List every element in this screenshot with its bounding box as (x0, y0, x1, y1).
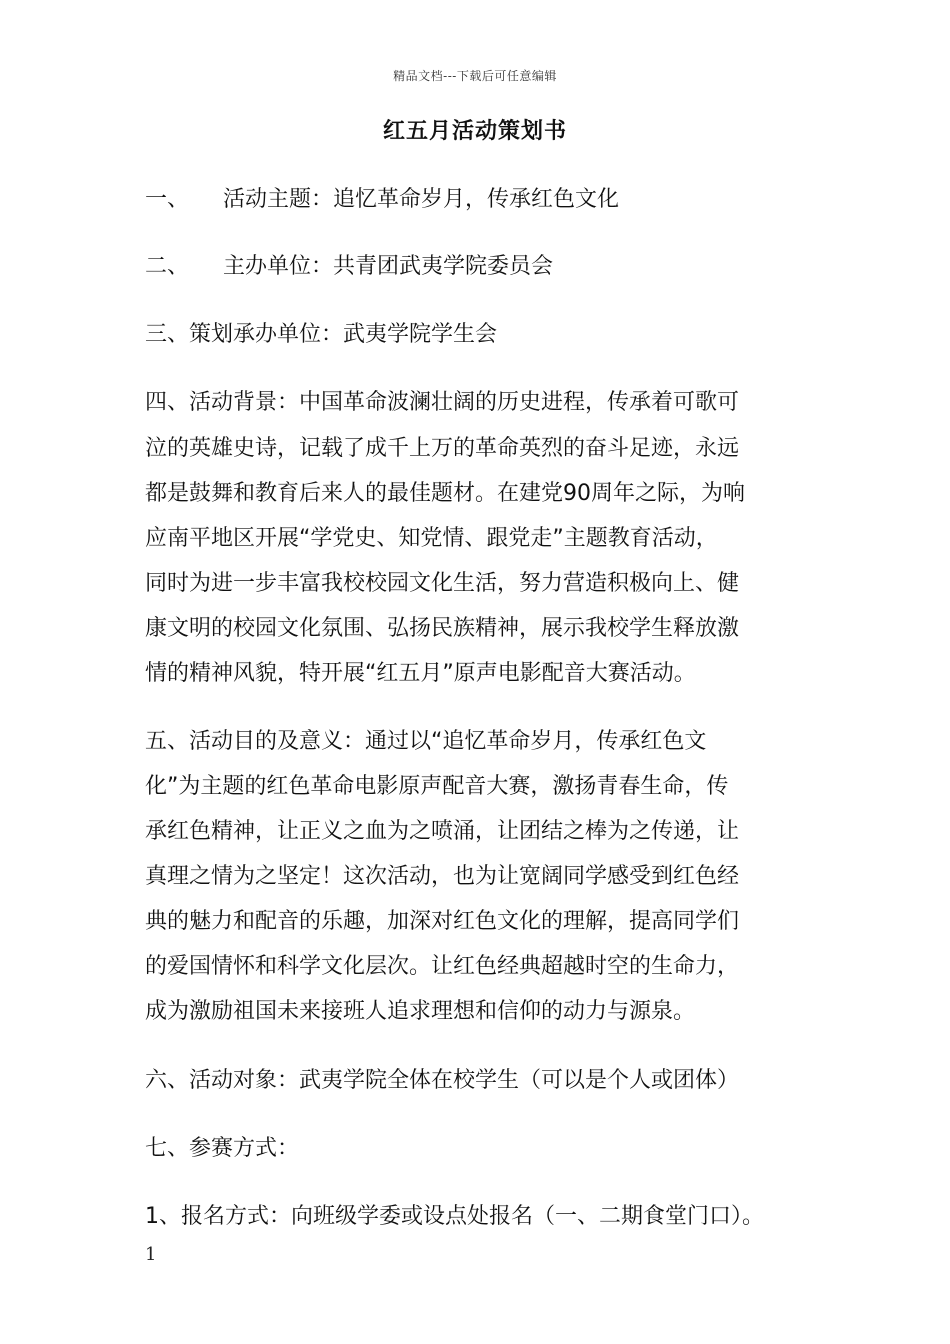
section-1-number: 一、 (145, 187, 190, 212)
page-number: 1 (145, 1244, 157, 1265)
section-3: 三、策划承办单位：武夷学院学生会 (145, 322, 498, 347)
section-2-number: 二、 (145, 254, 190, 279)
section-4-line: 应南平地区开展“学党史、知党情、跟党走”主题教育活动， (145, 526, 718, 551)
section-4-line: 情的精神风貌，特开展“红五月”原声电影配音大赛活动。 (145, 661, 696, 686)
section-1-text: 活动主题：追忆革命岁月，传承红色文化 (223, 187, 620, 212)
section-5-line: 承红色精神，让正义之血为之喷涌，让团结之棒为之传递，让 (145, 819, 740, 844)
section-5-line: 真理之情为之坚定！这次活动，也为让宽阔同学感受到红色经 (145, 864, 740, 889)
section-5-line: 成为激励祖国未来接班人追求理想和信仰的动力与源泉。 (145, 999, 696, 1024)
section-2 (145, 252, 553, 282)
section-5-line: 五、活动目的及意义：通过以“追忆革命岁月，传承红色文 (145, 729, 707, 754)
section-1 (145, 185, 619, 215)
section-5-line: 化”为主题的红色革命电影原声配音大赛，激扬青春生命，传 (145, 774, 729, 799)
section-6: 六、活动对象：武夷学院全体在校学生（可以是个人或团体） (145, 1068, 740, 1093)
section-4-line: 康文明的校园文化氛围、弘扬民族精神，展示我校学生释放激 (145, 616, 740, 641)
document-title: 红五月活动策划书 (382, 119, 567, 144)
section-7-item-1: 1、报名方式：向班级学委或设点处报名（一、二期食堂门口）。 (145, 1204, 764, 1229)
section-4-line: 泣的英雄史诗，记载了成千上万的革命英烈的奋斗足迹，永远 (145, 436, 740, 461)
section-7: 七、参赛方式： (145, 1136, 300, 1161)
page-header: 精品文档---下载后可任意编辑 (393, 69, 557, 83)
section-4-line: 都是鼓舞和教育后来人的最佳题材。在建党90周年之际，为响 (145, 481, 745, 506)
section-2-text: 主办单位：共青团武夷学院委员会 (223, 254, 554, 279)
section-4-line: 同时为进一步丰富我校校园文化生活，努力营造积极向上、健 (145, 571, 740, 596)
section-5-line: 典的魅力和配音的乐趣，加深对红色文化的理解，提高同学们 (145, 909, 740, 934)
section-5-line: 的爱国情怀和科学文化层次。让红色经典超越时空的生命力， (145, 954, 740, 979)
section-4-line: 四、活动背景：中国革命波澜壮阔的历史进程，传承着可歌可 (145, 390, 740, 415)
